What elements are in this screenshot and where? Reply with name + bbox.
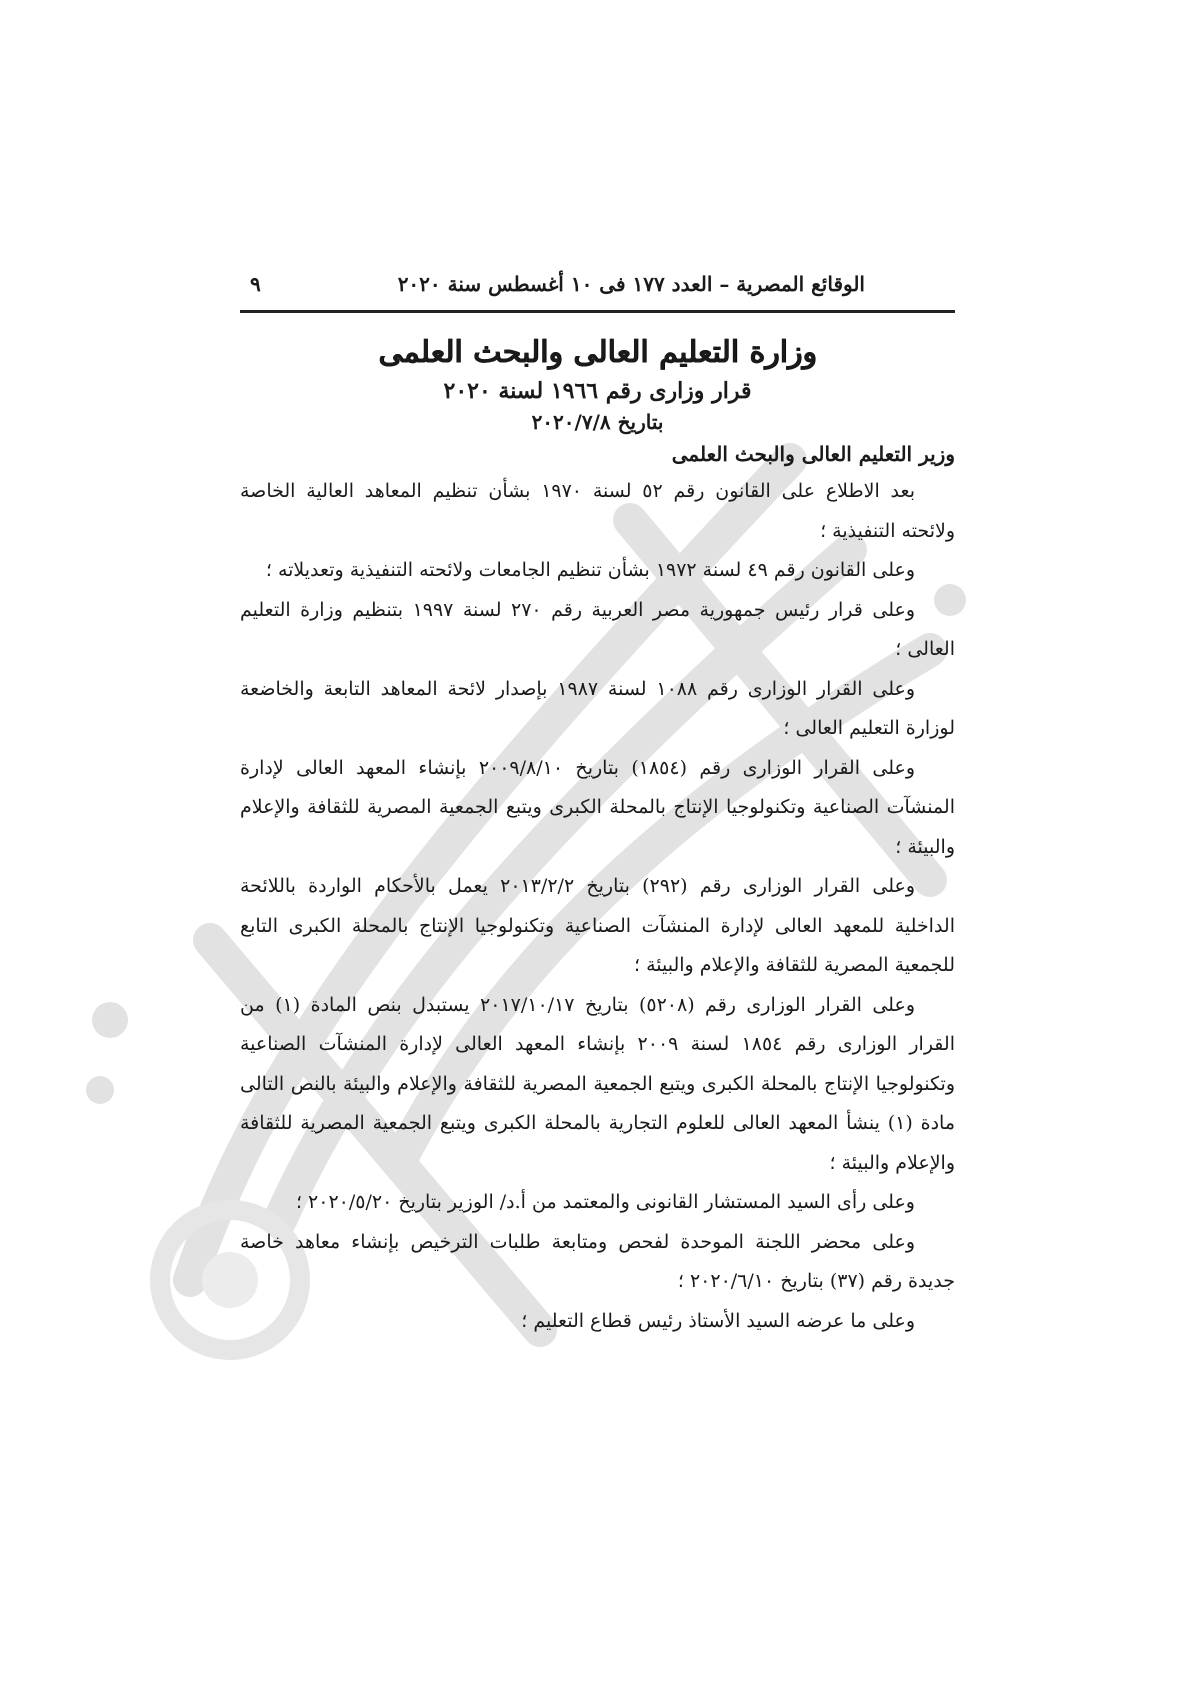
preamble-paragraph: وعلى محضر اللجنة الموحدة لفحص ومتابعة طلبات الترخيص بإنشاء معاهد خاصة جديدة رقم (٣٧) بتاريخ ٢٠٢٠/٦/١٠ ؛: [240, 1230, 955, 1292]
decree-title: قرار وزارى رقم ١٩٦٦ لسنة ٢٠٢٠: [443, 378, 752, 404]
preamble-paragraph: وعلى رأى السيد المستشار القانونى والمعتمد من أ.د/ الوزير بتاريخ ٢٠٢٠/٥/٢٠ ؛: [295, 1191, 915, 1213]
preamble-paragraph: وعلى القرار الوزارى رقم (١٨٥٤) بتاريخ ٢٠٠٩/٨/١٠ بإنشاء المعهد العالى لإدارة المنشآت الصناعية وتكنولوجيا الإنتاج بالمحلة الكبرى ويتبع الجمعية المصرية للثقافة والإعلام والبيئة ؛: [240, 756, 955, 858]
page-number: ٩: [250, 272, 261, 296]
preamble-paragraph: وعلى القرار الوزارى رقم ١٠٨٨ لسنة ١٩٨٧ بإصدار لائحة المعاهد التابعة والخاضعة لوزارة التعليم العالى ؛: [240, 677, 955, 739]
preamble-paragraph: بعد الاطلاع على القانون رقم ٥٢ لسنة ١٩٧٠ بشأن تنظيم المعاهد العالية الخاصة ولائحته التنفيذية ؛: [240, 480, 955, 542]
running-title: الوقائع المصرية – العدد ١٧٧ فى ١٠ أغسطس سنة ٢٠٢٠: [397, 272, 865, 296]
decree-date: بتاريخ ٢٠٢٠/٧/٨: [531, 410, 664, 434]
running-header: [240, 270, 955, 313]
preamble-paragraph: وعلى ما عرضه السيد الأستاذ رئيس قطاع التعليم ؛: [521, 1309, 915, 1332]
ministry-title: وزارة التعليم العالى والبحث العلمى: [378, 335, 817, 370]
gazette-page: [240, 270, 955, 1341]
preamble-paragraph: وعلى قرار رئيس جمهورية مصر العربية رقم ٢٧٠ لسنة ١٩٩٧ بتنظيم وزارة التعليم العالى ؛: [240, 598, 955, 660]
preamble-paragraph: وعلى القرار الوزارى رقم (٢٩٢) بتاريخ ٢٠١٣/٢/٢ يعمل بالأحكام الواردة باللائحة الداخلية للمعهد العالى لإدارة المنشآت الصناعية وتكنولوجيا الإنتاج بالمحلة الكبرى التابع للجمعية المصرية للثقافة والإعلام والبيئة ؛: [240, 875, 955, 976]
preamble-paragraph: وعلى القرار الوزارى رقم (٥٢٠٨) بتاريخ ٢٠١٧/١٠/١٧ يستبدل بنص المادة (١) من القرار الوزارى رقم ١٨٥٤ لسنة ٢٠٠٩ بإنشاء المعهد العالى لإدارة المنشآت الصناعية وتكنولوجيا الإنتاج بالمحلة الكبرى ويتبع الجمعية المصرية للثقافة والإعلام والبيئة بالنص التالى مادة (١) ينشأ المعهد العالى للعلوم التجارية بالمحلة الكبرى ويتبع الجمعية المصرية للثقافة والإعلام والبيئة ؛: [240, 993, 955, 1174]
preamble-paragraph: وعلى القانون رقم ٤٩ لسنة ١٩٧٢ بشأن تنظيم الجامعات ولائحته التنفيذية وتعديلاته ؛: [265, 559, 915, 581]
issuer-heading: وزير التعليم العالى والبحث العلمى: [671, 442, 955, 466]
